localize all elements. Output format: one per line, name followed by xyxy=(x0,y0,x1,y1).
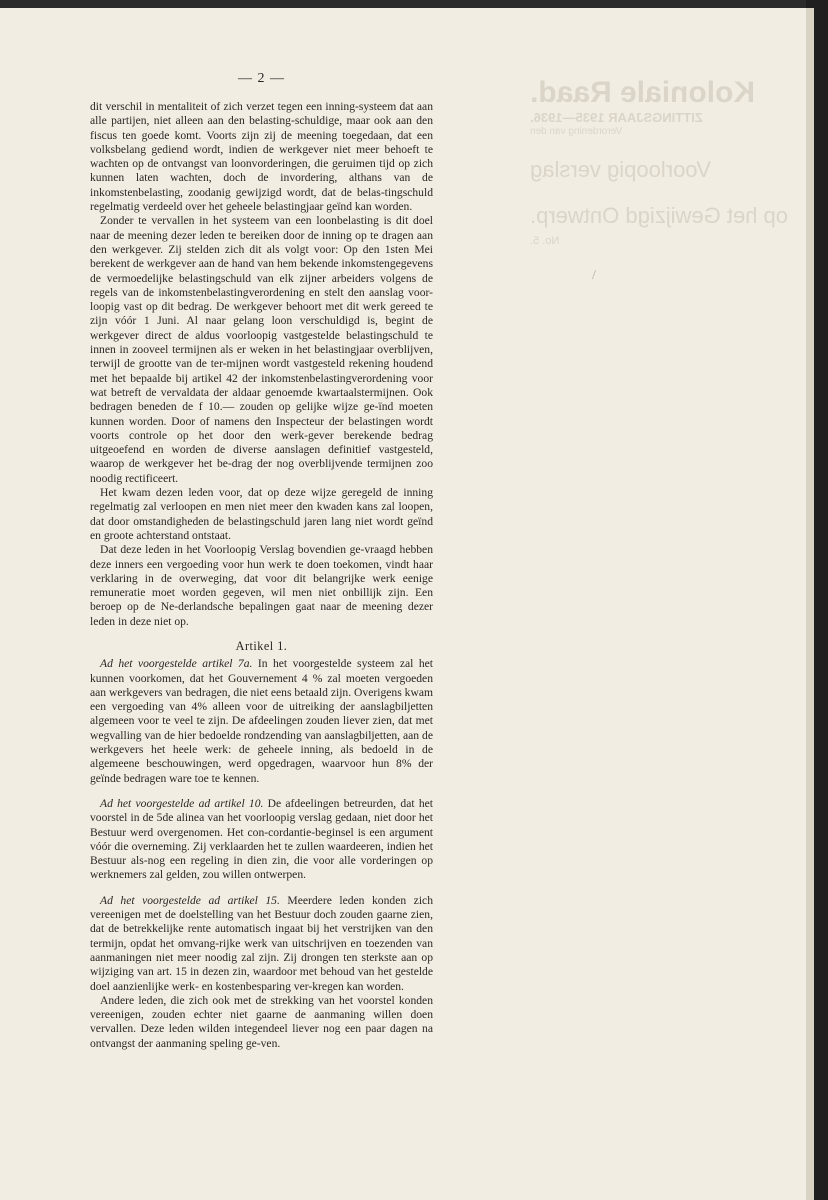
closing-paragraph: Andere leden, die zich ook met de strekking van het voorstel konden vereenigen, zouden echter niet gaarne de aanmaning willen doen vervallen. Deze leden wilden integendeel liever nog een paar dagen na ontvangst der aanmaning speling ge-ven. xyxy=(90,993,433,1050)
bleed-line-2: ZITTINGSJAAR 1935—1936. xyxy=(530,110,703,125)
section-10-lead: Ad het voorgestelde ad artikel 10. xyxy=(100,796,264,810)
bleed-line-4: Voorloopig verslag xyxy=(530,157,712,182)
text-column xyxy=(90,70,433,1051)
section-7a-text: In het voorgestelde systeem zal het kunnen voorkomen, dat het Gouvernement 4 % zal moeten vergoeden aan werkgevers van bedragen, die niet eens betaald zijn. Overigens kwam een vergoeding van 4% alleen voor de uitreiking der aanslagbiljetten algemeen voor te veel te zijn. De afdeelingen zouden liever zien, dat met wegvalling van de hier bedoelde rondzending van aanslagbiljetten, aan de werkgevers het heele werk: de geheele inning, als bedoeld in de algemeene beschouwingen, werd opgedragen, waarvoor hun 8% der geïnde bedragen ware toe te kennen. xyxy=(90,657,433,785)
page-edge xyxy=(806,8,814,1200)
section-7a xyxy=(90,657,433,786)
bleed-line-6: No. 5. xyxy=(530,235,560,247)
paragraph-3: Het kwam dezen leden voor, dat op deze wijze geregeld de inning regelmatig zal verloopen en men niet meer den kwaden kans zal loopen, dat door omstandigheden de belastingschuld jaren lang niet wordt geïnd en groote achterstand ontstaat. xyxy=(90,486,433,542)
bleed-line-1: Koloniale Raad. xyxy=(530,76,756,109)
paragraph-4: Dat deze leden in het Voorloopig Verslag bovendien ge-vraagd hebben deze inners een vergoeding voor hun werk te doen toekomen, vindt haar verklaring in de overweging, dat voor dit belangrijke werk eenige remuneratie moet worden gegeven, wil men niet onbillijk zijn. Een beroep op de Ne-derlandsche bepalingen gaat naar de meening dezer leden in deze niet op. xyxy=(90,543,433,628)
paragraph-2: Zonder te vervallen in het systeem van een loonbelasting is dit doel naar de meening dezer leden te bereiken door de inning op te dragen aan den werkgever. Zij stelden zich dit als volgt voor: Op den 1sten Mei berekent de werkgever aan de hand van hem bekende inkomstengegevens de vermoedelijke belastingschuld van elk zijner arbeiders volgens de regels van de inkomstenbelastingverordening en stelt den aanslag voor-loopig vast op dit bedrag. De werkgever behoort met dit werk gereed te zijn vóór 1 Juni. Al naar gelang loon verschuldigd is, begint de werkgever direct de aldus voorloopig vastgestelde belastingschuld te innen in zooveel termijnen als er weken in het belastingjaar overblijven, terwijl de grootte van de ter-mijnen wordt vastgesteld rekening houdend met het bepaalde bij artikel 42 der inkomstenbelastingverordening voor wat betreft de vervaldata der aldaar genoemde kwartaalstermijnen. Ook bedragen beneden de f 10.— zouden op gelijke wijze ge-ïnd moeten kunnen worden. Door of namens den Inspecteur der belastingen wordt voorts controle op het door den werk-gever berekende bedrag uitgeoefend en worden de diverse aanslagen definitief vastgesteld, waarop de werkgever het be-drag der nog overblijvende termijnen zoo noodig rectificeert. xyxy=(90,214,433,485)
page-number: — 2 — xyxy=(238,71,285,86)
bleed-through-text xyxy=(530,76,800,248)
bleed-line-3: Verordening van den xyxy=(530,126,623,137)
section-15 xyxy=(90,894,433,994)
section-7a-lead: Ad het voorgestelde artikel 7a. xyxy=(100,657,253,671)
section-15-text: Meerdere leden konden zich vereenigen met de doelstelling van het Bestuur doch zouden gaarne zien, dat de betrekkelijke rente automatisch ingaat bij het verstrijken van den termijn, opdat het omvang-rijke werk van uitschrijven en toezenden van aanmaningen niet meer noodig zal zijn. Zij drongen ten sterkste aan op wijziging van art. 15 in dezen zin, waardoor met behoud van het gestelde doel aanzienlijke werk- en kostenbesparing ver-kregen kan worden. xyxy=(90,893,433,993)
section-15-lead: Ad het voorgestelde ad artikel 15. xyxy=(100,893,280,907)
paragraph-1: dit verschil in mentaliteit of zich verzet tegen een inning-systeem dat aan alle partijen, niet alleen aan den belasting-schuldige, maar ook aan den fiscus ten goede komt. Voorts zijn zij de meening toegedaan, dat een volksbelang gediend wordt, indien de werkgever niet meer behoeft te wachten op de ontvangst van loonvorderingen, die geruimen tijd op zich kunnen laten wachten, doch de invordering, althans van de inkomstenbelasting, zoodanig gewijzigd wordt, dat de belas-tingschuld regelmatig verdeeld over het geheele belastingjaar geïnd kan worden. xyxy=(90,100,433,214)
stray-mark: / xyxy=(592,268,596,283)
section-10 xyxy=(90,797,433,883)
bleed-line-5: op het Gewijzigd Ontwerp. xyxy=(530,203,789,228)
section-10-text: De afdeelingen betreurden, dat het voorstel in de 5de alinea van het voorloopig verslag gedaan, niet door het Bestuur werd overgenomen. Het con-cordantie-beginsel is een argument vóór die overneming. Zij verklaarden het te zullen waardeeren, indien het Bestuur als-nog een regeling in dien zin, die voor alle vorderingen op werknemers zal gelden, zou willen ontwerpen. xyxy=(90,796,433,882)
article-heading: Artikel 1. xyxy=(235,638,288,653)
